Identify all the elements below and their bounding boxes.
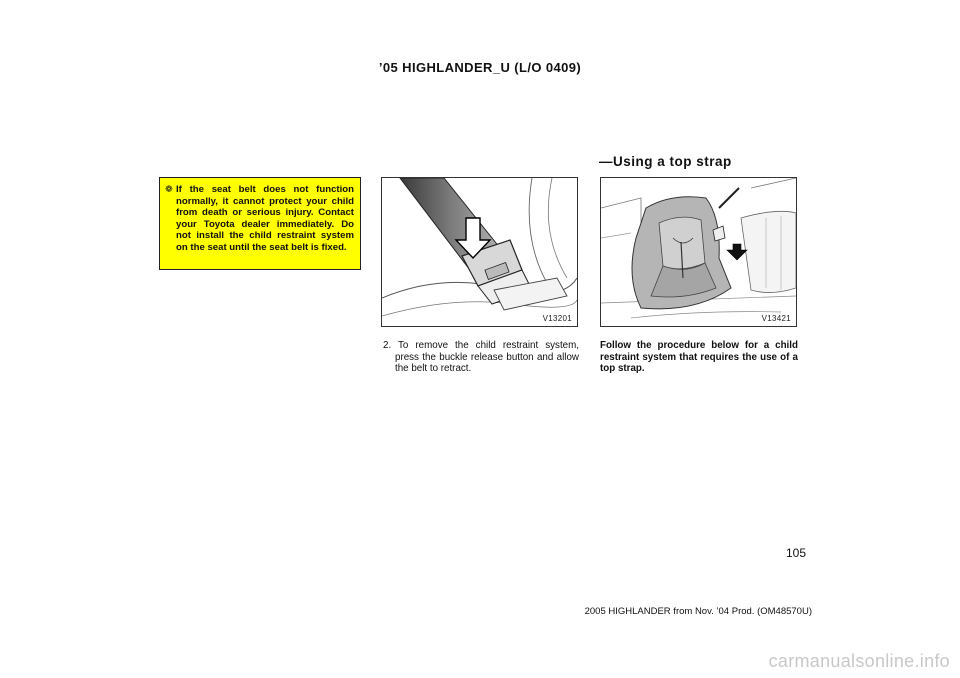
watermark: carmanualsonline.info xyxy=(768,651,950,671)
document-header: ’05 HIGHLANDER_U (L/O 0409) xyxy=(378,60,582,75)
page-number: 105 xyxy=(785,546,806,560)
section-title: —Using a top strap xyxy=(599,154,732,169)
remove-restraint-caption xyxy=(383,340,579,375)
figure-code: V13421 xyxy=(761,314,791,323)
figure-code: V13201 xyxy=(542,314,572,323)
buckle-release-figure xyxy=(381,177,578,327)
warning-bullet-icon: ❁ xyxy=(165,184,173,194)
caption-text: 2. To remove the child restraint system, press the buckle release button and allow the belt to retract. xyxy=(383,340,579,375)
warning-text: If the seat belt does not function normally, it cannot protect your child from death or serious injury. Contact your Toyota dealer immediately. Do not install the child restraint system on the seat until the seat belt is fixed. xyxy=(176,184,354,253)
warning-box xyxy=(159,177,361,270)
document-footer: 2005 HIGHLANDER from Nov. ’04 Prod. (OM48570U) xyxy=(584,606,812,617)
top-strap-caption: Follow the procedure below for a child restraint system that requires the use of a top strap. xyxy=(600,340,798,375)
buckle-release-illustration xyxy=(382,178,577,326)
child-seat-top-strap-illustration xyxy=(601,178,796,326)
top-strap-figure xyxy=(600,177,797,327)
